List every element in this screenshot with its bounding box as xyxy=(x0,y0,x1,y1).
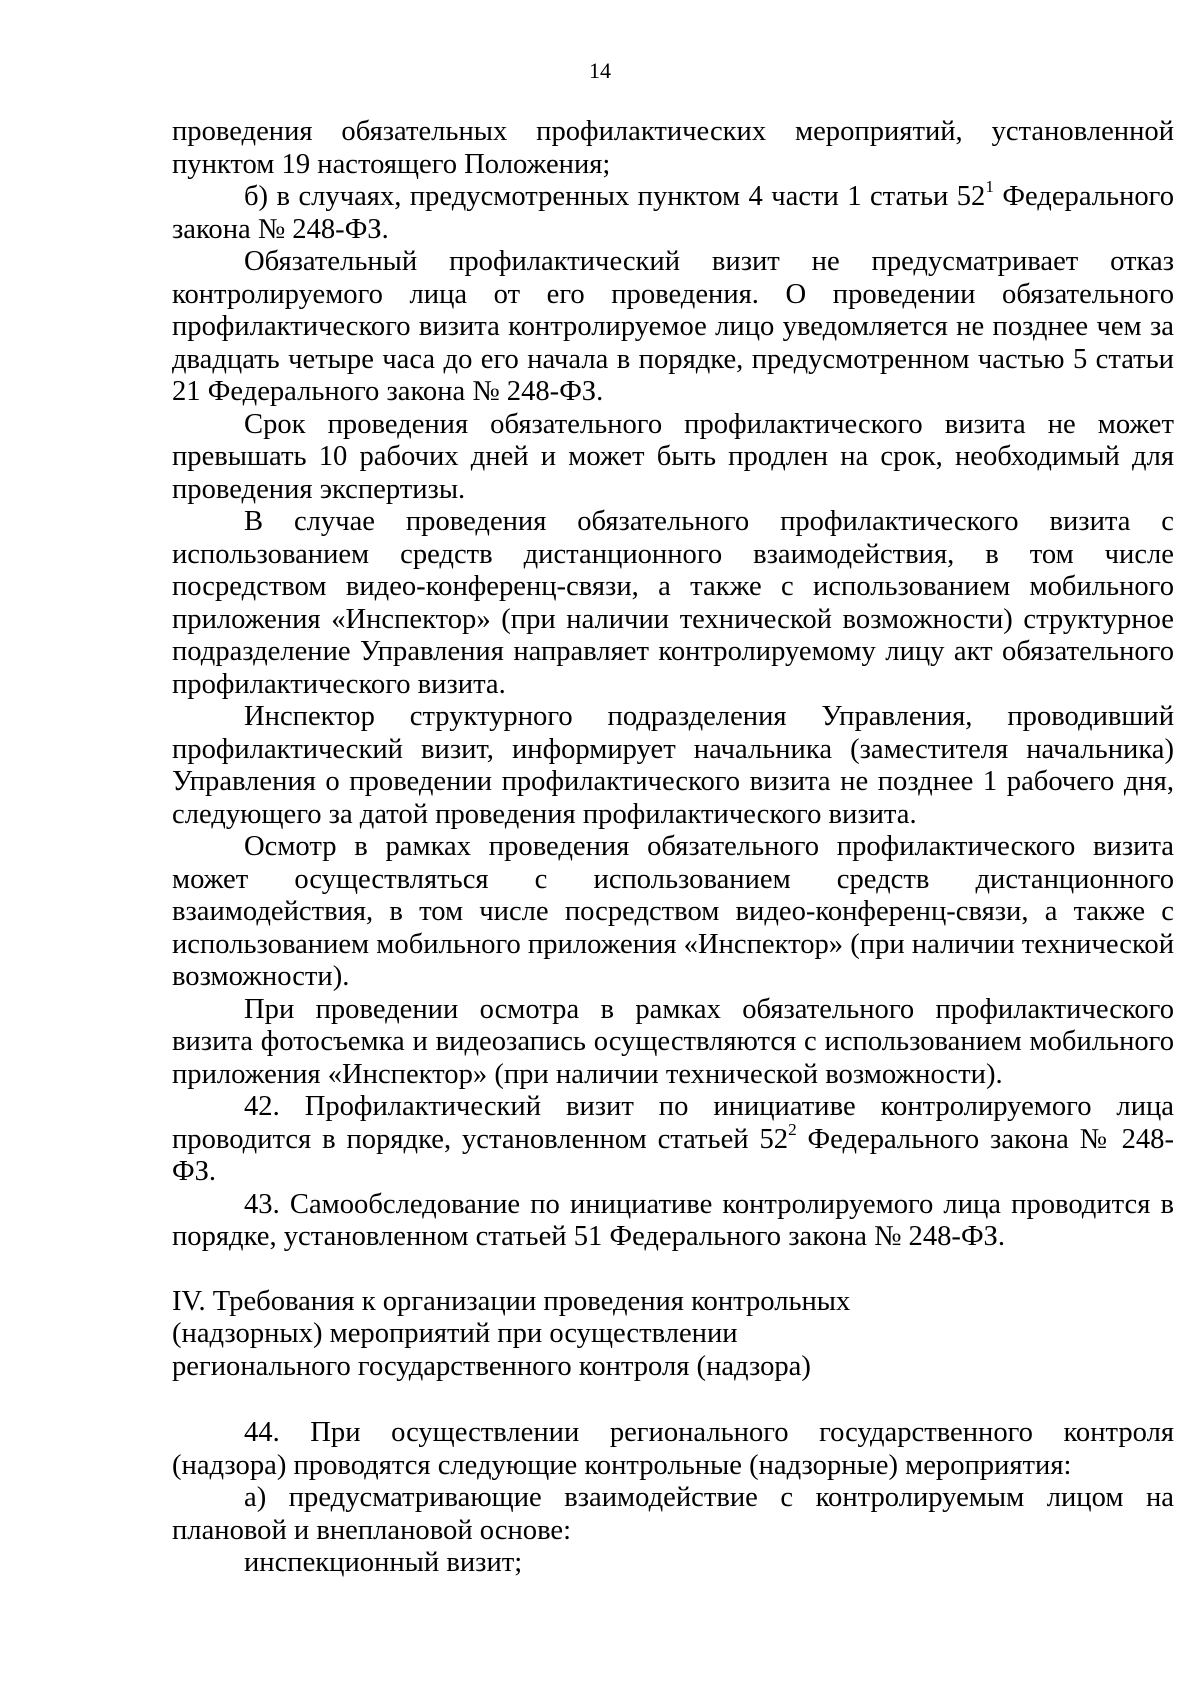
paragraph-b-text: б) в случаях, предусмотренных пунктом 4 части 1 статьи 52 xyxy=(244,181,986,212)
paragraph-42 xyxy=(172,1091,1174,1189)
paragraph-photo-video: При проведении осмотра в рамках обязательного профилактического визита фотосъемка и видеозапись осуществляются с использованием мобильного приложения «Инспектор» (при наличии технической возможности). xyxy=(172,993,1174,1090)
paragraph-continuation: проведения обязательных профилактических мероприятий, установленной пунктом 19 настоящего Положения; xyxy=(172,116,1174,180)
page-number: 14 xyxy=(589,58,611,83)
superscript-2: 2 xyxy=(788,1119,797,1139)
paragraph-inspection-visit: инспекционный визит; xyxy=(244,1547,523,1578)
paragraph-mandatory-visit: Обязательный профилактический визит не предусматривает отказ контролируемого лица от его проведения. О проведении обязательного профилактического визита контролируемое лицо уведомляется не позднее чем за двадцать четыре часа до его начала в порядке, предусмотренном частью 5 статьи 21 Федерального закона № 248-ФЗ. xyxy=(172,246,1174,407)
document-body xyxy=(172,116,1174,1580)
paragraph-b-tail: Федерального закона № 248-ФЗ. xyxy=(172,181,1174,245)
paragraph-remote-inspection: Осмотр в рамках проведения обязательного профилактического визита может осуществляться с использованием средств дистанционного взаимодействия, в том числе посредством видео-конференц-связи, а также с использованием мобильного приложения «Инспектор» (при наличии технической возможности). xyxy=(172,831,1174,992)
paragraph-42-tail: Федерального закона № 248-ФЗ. xyxy=(172,1123,1174,1187)
paragraph-inspector-informs: Инспектор структурного подразделения Управления, проводивший профилактический визит, информирует начальника (заместителя начальника) Управления о проведении профилактического визита не позднее 1 рабочего дня, следующего за датой проведения профилактического визита. xyxy=(172,701,1174,830)
superscript-1: 1 xyxy=(985,177,994,197)
heading-line-3: регионального государственного контроля (надзора) xyxy=(172,1350,811,1382)
paragraph-42-text: 42. Профилактический визит по инициативе контролируемого лица проводится в порядке, установленном статьей 52 xyxy=(172,1091,1174,1155)
paragraph-43: 43. Самообследование по инициативе контролируемого лица проводится в порядке, установленном статьей 51 Федерального закона № 248-ФЗ. xyxy=(172,1188,1174,1252)
paragraph-a: а) предусматривающие взаимодействие с контролируемым лицом на плановой и внеплановой основе: xyxy=(172,1482,1174,1546)
section-heading xyxy=(172,1286,1174,1384)
paragraph-visit-duration: Срок проведения обязательного профилактического визита не может превышать 10 рабочих дней и может быть продлен на срок, необходимый для проведения экспертизы. xyxy=(172,408,1174,505)
heading-line-1: IV. Требования к организации проведения контрольных xyxy=(172,1285,851,1317)
paragraph-b xyxy=(172,177,1174,246)
paragraph-44: 44. При осуществлении регионального государственного контроля (надзора) проводятся следующие контрольные (надзорные) мероприятия: xyxy=(172,1417,1174,1481)
heading-line-2: (надзорных) мероприятий при осуществлении xyxy=(172,1318,738,1349)
paragraph-remote-visit: В случае проведения обязательного профилактического визита с использованием средств дистанционного взаимодействия, в том числе посредством видео-конференц-связи, а также с использованием мобильного приложения «Инспектор» (при наличии технической возможности) структурное подразделение Управления направляет контролируемому лицу акт обязательного профилактического визита. xyxy=(172,506,1174,700)
